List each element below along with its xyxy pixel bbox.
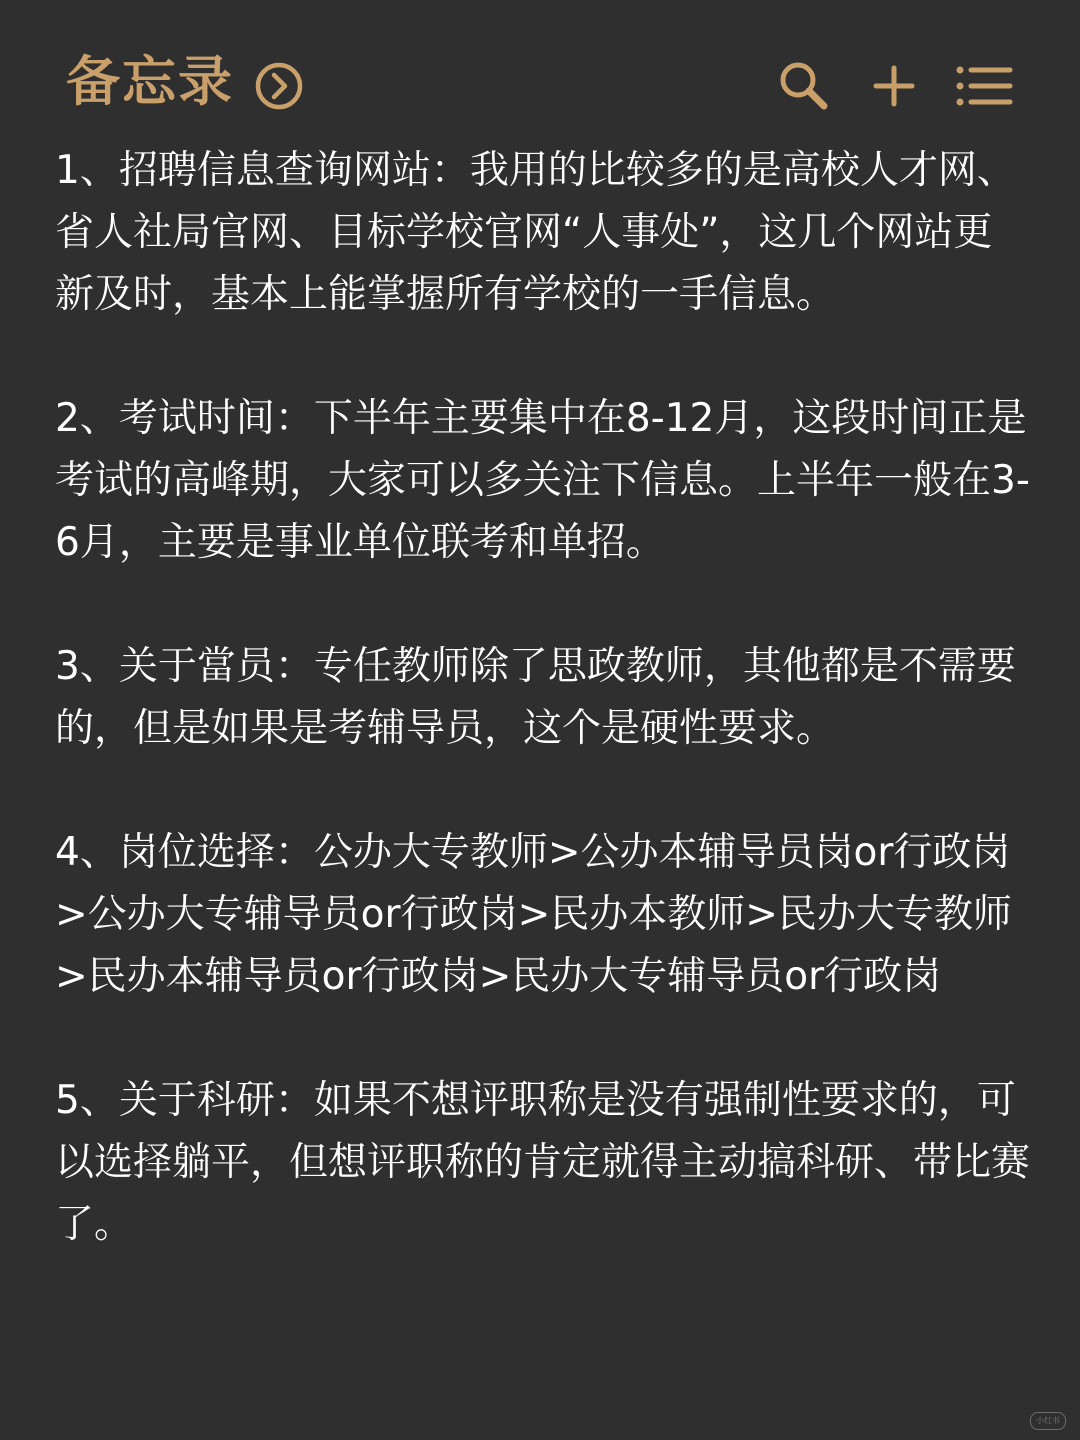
header: [0, 0, 1080, 140]
chevron-right-circle-icon[interactable]: [254, 57, 304, 107]
note-body[interactable]: [55, 140, 1030, 1318]
app-title[interactable]: [66, 46, 304, 118]
list-menu-icon: [954, 62, 1014, 114]
note-paragraph-1: 1、招聘信息查询网站：我用的比较多的是高校人才网、省人社局官网、目标学校官网“人事处”，这几个网站更新及时，基本上能掌握所有学校的一手信息。: [55, 148, 1016, 317]
search-button[interactable]: [774, 58, 834, 118]
note-paragraph-5: 5、关于科研：如果不想评职称是没有强制性要求的，可以选择躺平，但想评职称的肯定就得主动搞科研、带比赛了。: [55, 1078, 1031, 1247]
toolbar: [744, 58, 1014, 118]
note-paragraph-3: 3、关于當员：专任教师除了思政教师，其他都是不需要的，但是如果是考辅导员，这个是硬性要求。: [55, 644, 1016, 751]
plus-icon: [870, 62, 918, 114]
note-paragraph-4: 4、岗位选择：公办大专教师>公办本辅导员岗or行政岗>公办大专辅导员or行政岗>民办本教师>民办大专教师>民办本辅导员or行政岗>民办大专辅导员or行政岗: [55, 830, 1012, 999]
note-paragraph-2: 2、考试时间：下半年主要集中在8-12月，这段时间正是考试的高峰期，大家可以多关注下信息。上半年一般在3-6月，主要是事业单位联考和单招。: [55, 396, 1030, 565]
add-note-button[interactable]: [864, 58, 924, 118]
watermark: 小红书: [1030, 1412, 1066, 1430]
menu-button[interactable]: [954, 58, 1014, 118]
page-title: 备忘录: [66, 50, 234, 113]
search-icon: [776, 58, 832, 118]
